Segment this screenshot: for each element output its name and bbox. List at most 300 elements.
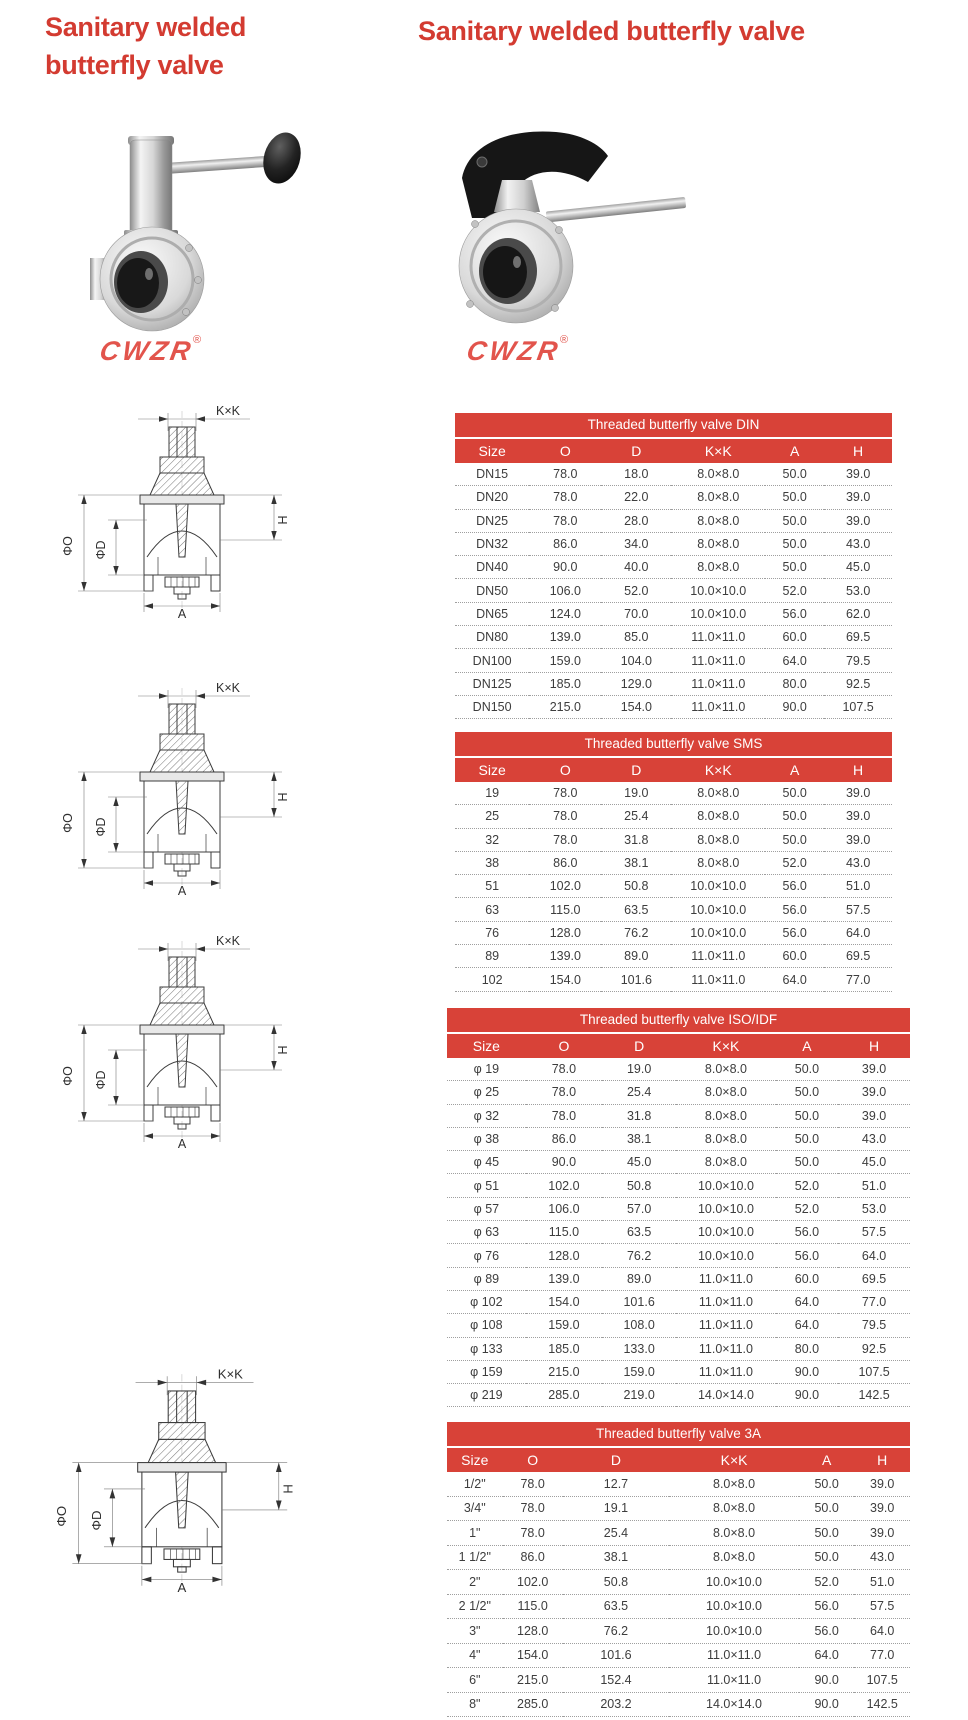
table-cell: 285.0 <box>503 1692 563 1717</box>
table-cell: 50.0 <box>799 1545 855 1570</box>
column-header: Size <box>455 758 529 782</box>
column-header: Size <box>455 439 529 463</box>
table-row <box>455 509 892 532</box>
table-cell: 39.0 <box>824 463 892 486</box>
table-cell: 10.0×10.0 <box>676 1221 776 1244</box>
table-cell: φ 57 <box>447 1197 526 1220</box>
table-cell: 56.0 <box>765 875 824 898</box>
table-cell: 56.0 <box>765 921 824 944</box>
column-header: A <box>776 1034 839 1058</box>
table-cell: 8.0×8.0 <box>676 1104 776 1127</box>
column-header: D <box>601 439 671 463</box>
table-cell: 11.0×11.0 <box>676 1290 776 1313</box>
table-cell: 215.0 <box>529 695 601 718</box>
table-row <box>455 695 892 718</box>
table-cell: DN20 <box>455 486 529 509</box>
table-cell: 50.0 <box>765 805 824 828</box>
table-cell: 38 <box>455 851 529 874</box>
column-header: O <box>529 439 601 463</box>
table-header-row <box>447 1034 910 1058</box>
table-cell: 39.0 <box>838 1058 910 1081</box>
table-cell: 219.0 <box>602 1384 676 1407</box>
table-cell: 53.0 <box>838 1197 910 1220</box>
table-row <box>447 1151 910 1174</box>
dim-label-phi-d: ΦD <box>88 1510 104 1531</box>
table-cell: 79.5 <box>824 649 892 672</box>
table-cell: 4" <box>447 1643 503 1668</box>
table-cell: DN65 <box>455 602 529 625</box>
table-cell: 50.0 <box>776 1127 839 1150</box>
table-cell: 52.0 <box>765 579 824 602</box>
table-cell: 39.0 <box>824 509 892 532</box>
product-photo-pull-handle-valve <box>88 112 318 334</box>
table-cell: 139.0 <box>529 626 601 649</box>
table-cell: 77.0 <box>854 1643 910 1668</box>
table-cell: φ 133 <box>447 1337 526 1360</box>
dim-label-a: A <box>177 884 187 897</box>
table-cell: 8.0×8.0 <box>671 532 765 555</box>
table-cell: DN15 <box>455 463 529 486</box>
table-cell: 70.0 <box>601 602 671 625</box>
table-cell: 19 <box>455 782 529 805</box>
table-cell: 10.0×10.0 <box>676 1197 776 1220</box>
table-cell: 86.0 <box>503 1545 563 1570</box>
table-cell: 50.0 <box>776 1058 839 1081</box>
table-cell: 76 <box>455 921 529 944</box>
table-cell: 104.0 <box>601 649 671 672</box>
table-cell: 10.0×10.0 <box>671 579 765 602</box>
table-cell: 50.0 <box>776 1151 839 1174</box>
table-cell: 8.0×8.0 <box>671 463 765 486</box>
column-header: H <box>838 1034 910 1058</box>
table-cell: 51.0 <box>838 1174 910 1197</box>
table-cell: 79.5 <box>838 1314 910 1337</box>
table-cell: 101.6 <box>563 1643 669 1668</box>
valve-cross-section <box>45 1360 303 1602</box>
table-cell: 102.0 <box>526 1174 602 1197</box>
table-row <box>455 532 892 555</box>
dim-label-phi-d: ΦD <box>94 1070 108 1090</box>
table-cell: 89 <box>455 945 529 968</box>
table-cell: 31.8 <box>602 1104 676 1127</box>
table-cell: φ 38 <box>447 1127 526 1150</box>
table-cell: 50.0 <box>799 1472 855 1496</box>
table-cell: 102.0 <box>529 875 601 898</box>
dim-label-h: H <box>276 1045 290 1055</box>
table-cell: 43.0 <box>824 532 892 555</box>
table-cell: DN40 <box>455 556 529 579</box>
table-row <box>447 1496 910 1521</box>
table-cell: 159.0 <box>602 1360 676 1383</box>
table-cell: 86.0 <box>529 851 601 874</box>
dim-label-kk: K×K <box>216 682 240 695</box>
table-row <box>455 626 892 649</box>
table-cell: 76.2 <box>601 921 671 944</box>
table-row <box>455 649 892 672</box>
table-cell: 128.0 <box>529 921 601 944</box>
table-cell: φ 32 <box>447 1104 526 1127</box>
spec-table-iso-idf <box>447 1008 910 1407</box>
table-cell: 139.0 <box>529 945 601 968</box>
table-title: Threaded butterfly valve 3A <box>447 1422 910 1448</box>
dim-label-a: A <box>177 1137 187 1150</box>
table-row <box>447 1081 910 1104</box>
table-cell: 115.0 <box>526 1221 602 1244</box>
table-cell: 38.1 <box>601 851 671 874</box>
table-cell: 1 1/2" <box>447 1545 503 1570</box>
table-row <box>447 1197 910 1220</box>
table-row <box>447 1472 910 1496</box>
table-cell: 64.0 <box>824 921 892 944</box>
table-row <box>447 1384 910 1407</box>
table-cell: 106.0 <box>529 579 601 602</box>
spec-table-grid <box>447 1034 910 1407</box>
table-cell: 8.0×8.0 <box>669 1521 799 1546</box>
table-cell: 11.0×11.0 <box>671 968 765 991</box>
table-cell: 8.0×8.0 <box>676 1081 776 1104</box>
dim-label-phi-o: ΦO <box>61 536 75 556</box>
table-cell: 92.5 <box>824 672 892 695</box>
column-header: H <box>824 758 892 782</box>
column-header: O <box>529 758 601 782</box>
table-row <box>447 1267 910 1290</box>
table-cell: 63.5 <box>563 1594 669 1619</box>
table-cell: DN50 <box>455 579 529 602</box>
table-cell: 76.2 <box>563 1619 669 1644</box>
table-cell: 53.0 <box>824 579 892 602</box>
table-row <box>447 1692 910 1717</box>
table-cell: 57.0 <box>602 1197 676 1220</box>
table-title: Threaded butterfly valve DIN <box>455 413 892 439</box>
table-header-row <box>455 758 892 782</box>
table-row <box>455 672 892 695</box>
table-cell: 90.0 <box>526 1151 602 1174</box>
table-cell: 90.0 <box>765 695 824 718</box>
table-cell: 64.0 <box>776 1290 839 1313</box>
valve-cross-section <box>52 682 297 897</box>
table-cell: 69.5 <box>824 945 892 968</box>
column-header: K×K <box>669 1448 799 1472</box>
table-cell: 89.0 <box>601 945 671 968</box>
table-cell: 43.0 <box>854 1545 910 1570</box>
table-cell: 8.0×8.0 <box>671 556 765 579</box>
brand-name: CWZR <box>97 336 196 366</box>
table-row <box>447 1337 910 1360</box>
table-cell: 60.0 <box>765 626 824 649</box>
column-header: A <box>765 758 824 782</box>
table-cell: 43.0 <box>838 1127 910 1150</box>
table-cell: 56.0 <box>765 898 824 921</box>
table-cell: 52.0 <box>799 1570 855 1595</box>
column-header: K×K <box>676 1034 776 1058</box>
dim-label-phi-o: ΦO <box>61 813 75 833</box>
table-cell: 34.0 <box>601 532 671 555</box>
table-row <box>455 602 892 625</box>
table-cell: 10.0×10.0 <box>671 921 765 944</box>
column-header: K×K <box>671 758 765 782</box>
table-cell: DN150 <box>455 695 529 718</box>
table-cell: DN32 <box>455 532 529 555</box>
table-row <box>455 968 892 991</box>
table-cell: 1/2" <box>447 1472 503 1496</box>
table-cell: φ 102 <box>447 1290 526 1313</box>
table-row <box>455 945 892 968</box>
table-cell: 203.2 <box>563 1692 669 1717</box>
table-cell: 69.5 <box>838 1267 910 1290</box>
table-title: Threaded butterfly valve SMS <box>455 732 892 758</box>
table-cell: 90.0 <box>529 556 601 579</box>
spec-table-grid <box>455 758 892 992</box>
table-cell: 11.0×11.0 <box>669 1643 799 1668</box>
table-cell: 50.0 <box>776 1081 839 1104</box>
dim-label-h: H <box>276 515 290 525</box>
table-cell: 43.0 <box>824 851 892 874</box>
table-cell: 78.0 <box>529 782 601 805</box>
table-row <box>455 898 892 921</box>
table-row <box>447 1668 910 1693</box>
column-header: Size <box>447 1034 526 1058</box>
table-cell: 8.0×8.0 <box>676 1058 776 1081</box>
dim-label-a: A <box>177 607 187 620</box>
table-cell: φ 51 <box>447 1174 526 1197</box>
table-cell: 45.0 <box>602 1151 676 1174</box>
table-cell: 139.0 <box>526 1267 602 1290</box>
table-cell: DN100 <box>455 649 529 672</box>
table-cell: 51.0 <box>824 875 892 898</box>
table-cell: 78.0 <box>503 1496 563 1521</box>
table-cell: 10.0×10.0 <box>671 875 765 898</box>
table-cell: 8.0×8.0 <box>671 828 765 851</box>
table-cell: 64.0 <box>776 1314 839 1337</box>
table-cell: 39.0 <box>824 486 892 509</box>
table-row <box>447 1127 910 1150</box>
table-cell: φ 159 <box>447 1360 526 1383</box>
table-cell: 14.0×14.0 <box>676 1384 776 1407</box>
table-cell: 11.0×11.0 <box>676 1337 776 1360</box>
table-cell: 62.0 <box>824 602 892 625</box>
table-cell: 63.5 <box>601 898 671 921</box>
table-cell: 106.0 <box>526 1197 602 1220</box>
table-cell: 142.5 <box>838 1384 910 1407</box>
table-cell: 11.0×11.0 <box>671 695 765 718</box>
table-cell: 56.0 <box>776 1221 839 1244</box>
table-cell: 8" <box>447 1692 503 1717</box>
spec-table-3a <box>447 1422 910 1717</box>
table-cell: 133.0 <box>602 1337 676 1360</box>
table-cell: 128.0 <box>526 1244 602 1267</box>
table-cell: 52.0 <box>776 1174 839 1197</box>
lever-handle-valve-illustration <box>428 118 698 338</box>
table-cell: 154.0 <box>601 695 671 718</box>
column-header: A <box>765 439 824 463</box>
table-cell: 39.0 <box>854 1521 910 1546</box>
brand-name: CWZR <box>464 336 563 366</box>
table-cell: 78.0 <box>503 1472 563 1496</box>
table-cell: 78.0 <box>529 463 601 486</box>
table-cell: 39.0 <box>824 805 892 828</box>
column-header: H <box>824 439 892 463</box>
table-cell: 64.0 <box>765 968 824 991</box>
table-cell: 78.0 <box>529 509 601 532</box>
table-row <box>455 556 892 579</box>
table-cell: 69.5 <box>824 626 892 649</box>
table-cell: 12.7 <box>563 1472 669 1496</box>
table-cell: 19.1 <box>563 1496 669 1521</box>
dim-label-phi-o: ΦO <box>54 1505 70 1527</box>
table-cell: 11.0×11.0 <box>676 1267 776 1290</box>
table-cell: 50.0 <box>765 828 824 851</box>
table-cell: φ 19 <box>447 1058 526 1081</box>
table-cell: 159.0 <box>526 1314 602 1337</box>
table-cell: 56.0 <box>776 1244 839 1267</box>
table-row <box>455 579 892 602</box>
spec-table-din <box>455 413 892 719</box>
table-cell: 50.0 <box>765 509 824 532</box>
table-cell: 77.0 <box>824 968 892 991</box>
table-cell: 19.0 <box>602 1058 676 1081</box>
spec-table-grid <box>455 439 892 719</box>
table-header-row <box>455 439 892 463</box>
table-cell: φ 89 <box>447 1267 526 1290</box>
valve-cross-section <box>52 405 297 620</box>
table-cell: 50.8 <box>602 1174 676 1197</box>
table-cell: 2" <box>447 1570 503 1595</box>
table-row <box>447 1221 910 1244</box>
table-cell: 28.0 <box>601 509 671 532</box>
table-cell: 14.0×14.0 <box>669 1692 799 1717</box>
table-cell: 8.0×8.0 <box>669 1496 799 1521</box>
table-cell: 10.0×10.0 <box>669 1619 799 1644</box>
brand-logo <box>464 334 569 367</box>
table-cell: 107.5 <box>854 1668 910 1693</box>
table-cell: 3" <box>447 1619 503 1644</box>
table-cell: 78.0 <box>529 828 601 851</box>
table-cell: 80.0 <box>776 1337 839 1360</box>
dim-label-kk: K×K <box>216 935 240 948</box>
table-row <box>447 1545 910 1570</box>
table-cell: 86.0 <box>526 1127 602 1150</box>
column-header: D <box>602 1034 676 1058</box>
spec-table-sms <box>455 732 892 992</box>
table-cell: 45.0 <box>824 556 892 579</box>
table-cell: 11.0×11.0 <box>671 649 765 672</box>
table-row <box>455 782 892 805</box>
table-cell: 115.0 <box>529 898 601 921</box>
table-cell: 50.0 <box>776 1104 839 1127</box>
brand-logo <box>97 334 202 367</box>
table-cell: 78.0 <box>526 1081 602 1104</box>
column-header: Size <box>447 1448 503 1472</box>
table-cell: 50.0 <box>799 1496 855 1521</box>
dimension-diagram-3a <box>45 1360 303 1602</box>
table-row <box>447 1594 910 1619</box>
column-header: K×K <box>671 439 765 463</box>
table-cell: 11.0×11.0 <box>671 945 765 968</box>
table-cell: 8.0×8.0 <box>676 1127 776 1150</box>
table-cell: 40.0 <box>601 556 671 579</box>
table-cell: 76.2 <box>602 1244 676 1267</box>
table-cell: 11.0×11.0 <box>671 672 765 695</box>
table-cell: 77.0 <box>838 1290 910 1313</box>
table-cell: 92.5 <box>838 1337 910 1360</box>
table-row <box>447 1244 910 1267</box>
table-cell: 101.6 <box>601 968 671 991</box>
table-cell: 31.8 <box>601 828 671 851</box>
column-header: D <box>601 758 671 782</box>
registered-mark: ® <box>192 334 202 346</box>
table-cell: 8.0×8.0 <box>671 782 765 805</box>
table-cell: 19.0 <box>601 782 671 805</box>
table-row <box>447 1104 910 1127</box>
dim-label-a: A <box>177 1580 187 1596</box>
table-row <box>447 1290 910 1313</box>
table-cell: 154.0 <box>503 1643 563 1668</box>
column-header: A <box>799 1448 855 1472</box>
dimension-diagram-iso-idf <box>52 935 297 1150</box>
table-cell: 80.0 <box>765 672 824 695</box>
table-cell: 159.0 <box>529 649 601 672</box>
table-cell: DN125 <box>455 672 529 695</box>
table-cell: 90.0 <box>776 1384 839 1407</box>
table-cell: 56.0 <box>799 1619 855 1644</box>
table-cell: 52.0 <box>776 1197 839 1220</box>
table-cell: 8.0×8.0 <box>671 805 765 828</box>
table-cell: 39.0 <box>854 1496 910 1521</box>
table-cell: 52.0 <box>765 851 824 874</box>
table-cell: 8.0×8.0 <box>676 1151 776 1174</box>
table-cell: φ 63 <box>447 1221 526 1244</box>
table-cell: 57.5 <box>854 1594 910 1619</box>
column-header: H <box>854 1448 910 1472</box>
table-cell: 64.0 <box>838 1244 910 1267</box>
table-cell: 39.0 <box>824 782 892 805</box>
table-cell: 78.0 <box>526 1104 602 1127</box>
table-row <box>455 486 892 509</box>
table-row <box>447 1619 910 1644</box>
table-row <box>447 1643 910 1668</box>
table-cell: 215.0 <box>503 1668 563 1693</box>
table-cell: 51 <box>455 875 529 898</box>
table-cell: 78.0 <box>529 805 601 828</box>
table-cell: 25.4 <box>601 805 671 828</box>
table-cell: 90.0 <box>799 1668 855 1693</box>
table-cell: 85.0 <box>601 626 671 649</box>
table-row <box>447 1570 910 1595</box>
table-cell: 142.5 <box>854 1692 910 1717</box>
table-cell: 154.0 <box>529 968 601 991</box>
table-cell: 1" <box>447 1521 503 1546</box>
table-title: Threaded butterfly valve ISO/IDF <box>447 1008 910 1034</box>
table-row <box>447 1058 910 1081</box>
dim-label-phi-d: ΦD <box>94 540 108 560</box>
dimension-diagram-din <box>52 405 297 620</box>
table-cell: 39.0 <box>838 1104 910 1127</box>
table-cell: 25.4 <box>602 1081 676 1104</box>
table-row <box>447 1360 910 1383</box>
table-cell: 90.0 <box>776 1360 839 1383</box>
dim-label-kk: K×K <box>216 405 240 418</box>
table-cell: 89.0 <box>602 1267 676 1290</box>
dim-label-phi-o: ΦO <box>61 1066 75 1086</box>
table-cell: 86.0 <box>529 532 601 555</box>
table-cell: 8.0×8.0 <box>669 1472 799 1496</box>
table-cell: 57.5 <box>838 1221 910 1244</box>
table-cell: φ 45 <box>447 1151 526 1174</box>
table-cell: φ 219 <box>447 1384 526 1407</box>
table-header-row <box>447 1448 910 1472</box>
column-header: O <box>503 1448 563 1472</box>
table-cell: 64.0 <box>854 1619 910 1644</box>
